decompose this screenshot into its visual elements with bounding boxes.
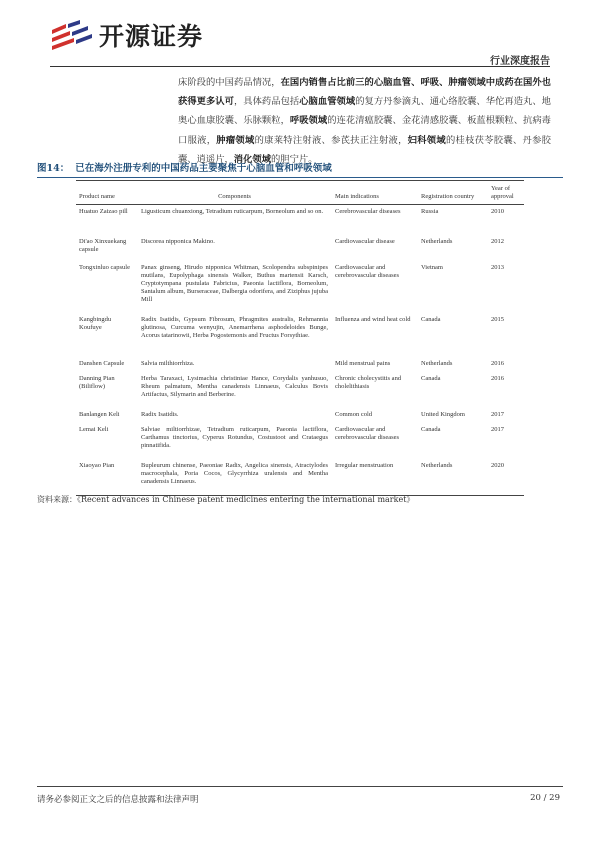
cell-product: Banlangen Keli [79, 410, 120, 418]
body-text: 的胆宁片。 [271, 153, 318, 165]
column-header-components: Components [138, 181, 332, 205]
cell-year: 2010 [491, 208, 504, 215]
cell-year: 2012 [491, 237, 504, 245]
cell-country: Netherlands [421, 359, 453, 367]
cell-components: Salviae miltiorrhizae, Tetradium ruticarpum, Paeonia lactiflora, Carthamus tinctorius, Cyperus Rotundus, Costustoot and Crataegus pinnatifida. [141, 425, 328, 449]
report-type-label: 行业深度报告 [490, 56, 550, 67]
cell-year: 2016 [491, 359, 504, 367]
column-header-indications: Main indications [332, 181, 418, 205]
table-row [76, 372, 524, 408]
cell-year: 2017 [491, 425, 504, 433]
footer-disclaimer: 请务必参阅正文之后的信息披露和法律声明 [37, 795, 199, 805]
body-emphasis: 妇科领域 [407, 134, 446, 146]
cell-country: Netherlands [421, 237, 453, 245]
body-text: 的连花清瘟胶囊、金花清感胶囊、板蓝根颗粒、抗病毒口服液， [178, 115, 551, 146]
cell-components: Panax ginseng, Hirudo nipponica Whitman, Scolopendra subspinipes mutilans, Eupolyphaga sinensis Walker, Buthus martensii Karsch, Cryptotympana pustulata Fabricius, Paeonia lactiflora, Borneolum, Santalum album, Burseraceae, Dalbergia odorifera, and Ziziphus jujuba Mill [141, 263, 328, 303]
table-row [76, 423, 524, 459]
cell-product: Huatuo Zaizao pill [79, 208, 128, 215]
column-header-product: Product name [76, 181, 138, 205]
table-row [76, 313, 524, 357]
body-emphasis: 肿瘤领域 [216, 134, 255, 146]
body-text: 的复方丹参滴丸、通心络胶囊、华佗再造丸、地奥心血康胶囊、乐脉颗粒， [178, 96, 551, 127]
cell-indications: Chronic cholecystitis and cholelithiasis [335, 374, 402, 390]
cell-indications: Mild menstrual pains [335, 359, 391, 367]
body-emphasis: 心脑血管领域 [299, 96, 356, 108]
cell-country: Canada [421, 315, 441, 323]
body-emphasis: 呼吸领域 [289, 115, 328, 127]
cell-indications: Cardiovascular and cerebrovascular diseases [335, 263, 400, 279]
cell-country: United Kingdom [421, 410, 465, 418]
body-text: 的桂枝茯苓胶囊、丹参胶囊、逍遥片， [178, 134, 551, 165]
cell-components: Ligusticum chuanxiong, Tetradium ruticarpum, Borneolum and so on. [141, 208, 324, 215]
cell-components: Radix Isatidis. [141, 410, 179, 418]
source-note: 资料来源：《Recent advances in Chinese patent medicines entering the international market》 [37, 495, 415, 504]
cell-year: 2020 [488, 459, 524, 496]
figure-title [37, 161, 563, 178]
table-row [76, 357, 524, 372]
cell-year: 2017 [491, 410, 504, 418]
logo-text: 开源证券 [99, 22, 204, 51]
cell-indications: Common cold [335, 410, 373, 418]
cell-indications: Cardiovascular and cerebrovascular diseases [335, 425, 400, 441]
body-paragraph [178, 73, 551, 169]
cell-year: 2016 [491, 374, 504, 382]
medicine-table [76, 180, 524, 496]
cell-year: 2015 [491, 315, 504, 323]
figure-label: 图14： [37, 163, 70, 174]
company-logo [50, 20, 203, 54]
body-text: ，具体药品包括 [233, 96, 300, 108]
table-row [76, 261, 524, 313]
cell-country: Netherlands [418, 459, 488, 496]
body-text: 的康莱特注射液、参芪扶正注射液， [254, 134, 408, 146]
table-row [76, 235, 524, 261]
cell-components: Salvia milthiorrhiza. [141, 359, 195, 367]
cell-product: Di'ao Xinxuekang capsule [79, 237, 127, 253]
cell-product: Lemai Keli [79, 425, 109, 433]
column-header-country: Registration country [418, 181, 488, 205]
cell-country: Vietnam [421, 263, 443, 271]
cell-indications: Cardiovascular disease [335, 237, 395, 245]
cell-product: Kangbingdu Koufuye [79, 315, 112, 331]
column-header-year: Year of approval [488, 181, 524, 205]
cell-components: Bupleurum chinense, Paeoniae Radix, Angelica sinensis, Atractylodes macrocephala, Poria Cocos, Glycyrrhiza uralensis and Mentha canadensis Linnaeus. [138, 459, 332, 496]
cell-components: Radix Isatidis, Gypsum Fibrosum, Phragmites australis, Rehmannia glutinosa, Curcuma wenyujin, Anemarrhena asphodeloides Bunge, Acorus tatarinowii, Herba Pogostemonis and Fructus Forsythiae. [141, 315, 328, 339]
logo-mark-icon [50, 20, 94, 54]
cell-indications: Irregular menstruation [332, 459, 418, 496]
cell-components: Herba Taraxaci, Lysimachia christiniae Hance, Corydalis yanhusuo, Rheum palmatum, Mentha canadensis Linnaeus, Calculus Bovis Artifactus, Silymarin and Berberine. [141, 374, 328, 398]
cell-product: Xiaoyao Pian [76, 459, 138, 496]
table-row [76, 408, 524, 423]
figure-caption: 已在海外注册专利的中国药品主要聚焦于心脑血管和呼吸领域 [75, 163, 332, 174]
table-row [76, 459, 524, 496]
cell-country: Canada [421, 374, 441, 382]
table-header-row [76, 181, 524, 205]
footer-divider [37, 786, 563, 787]
body-emphasis: 消化领域 [233, 153, 271, 165]
header-divider [50, 66, 550, 67]
cell-components: Discorea nipponica Makino. [141, 237, 215, 245]
cell-product: Danshen Capsule [79, 359, 125, 367]
cell-year: 2013 [491, 263, 504, 271]
cell-country: Russia [421, 208, 439, 215]
cell-indications: Cerebrovascular diseases [335, 208, 401, 215]
body-text: 床阶段的中国药品情况， [178, 77, 281, 88]
page-number: 20 / 29 [530, 793, 560, 803]
table-row [76, 205, 524, 235]
cell-product: Tongxinluo capsule [79, 263, 130, 271]
body-emphasis: 在国内销售占比前三的心脑血管、呼吸、肿瘤领域中成药在国外也获得更多认可 [178, 77, 551, 108]
cell-product: Danning Pian (Biliflow) [79, 374, 115, 390]
cell-country: Canada [421, 425, 441, 433]
cell-indications: Influenza and wind heat cold [335, 315, 411, 323]
